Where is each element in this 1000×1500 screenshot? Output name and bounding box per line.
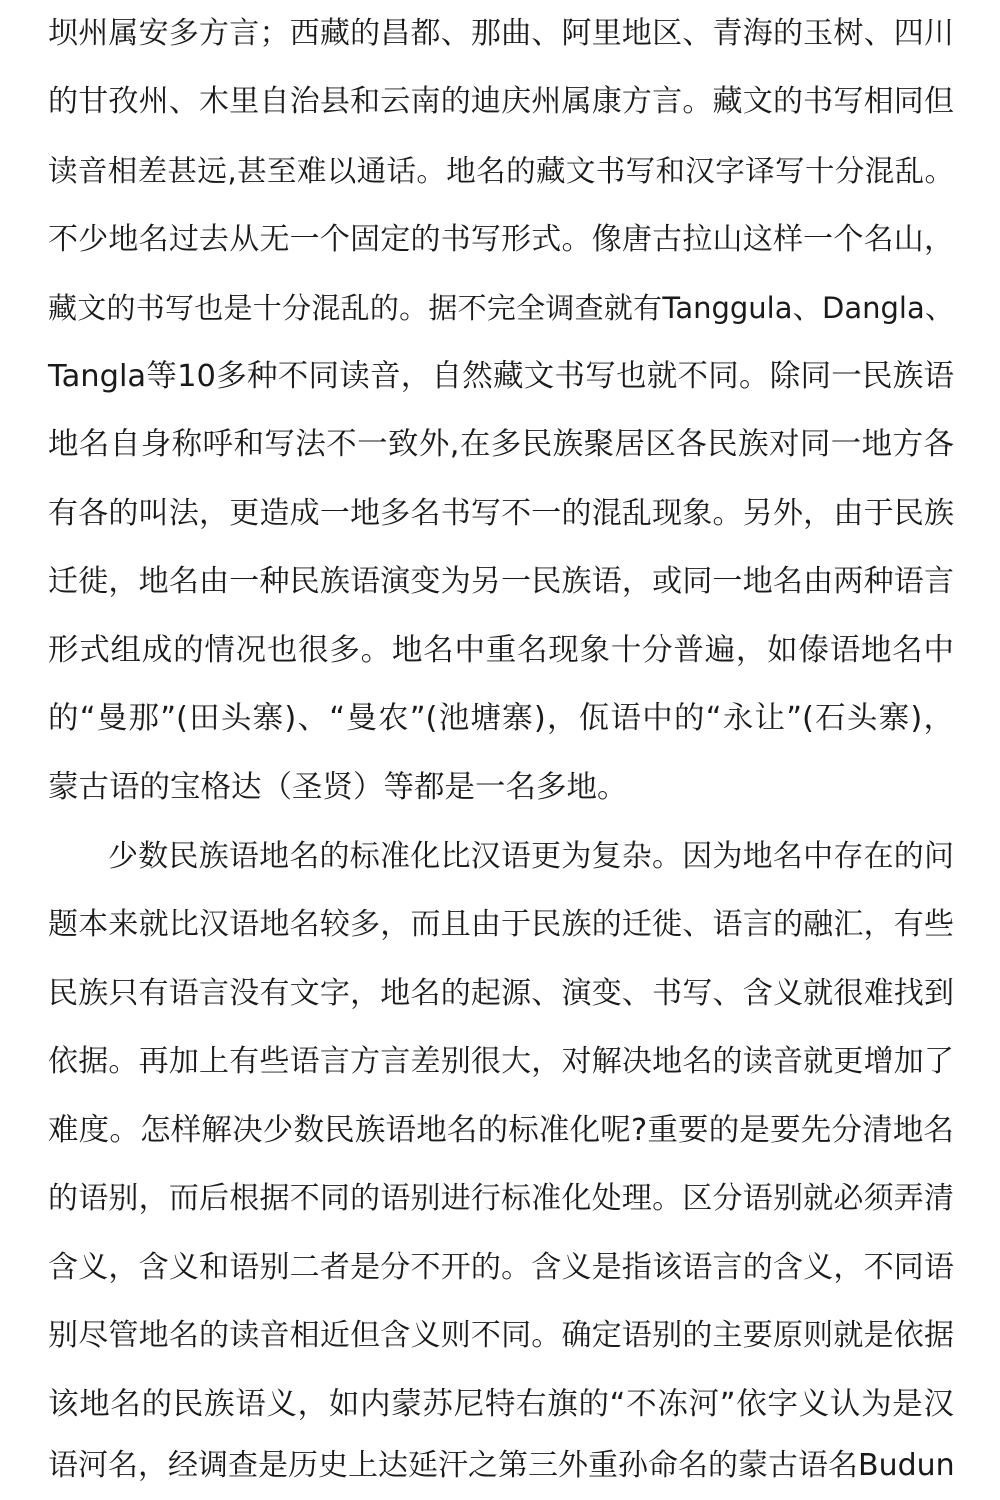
text-line: 含义，含义和语别二者是分不开的。含义是指该语言的含义，不同语: [48, 1250, 954, 1285]
text-line: 的甘孜州、木里自治县和云南的迪庆州属康方言。藏文的书写相同但: [48, 84, 954, 119]
text-line: 该地名的民族语义，如内蒙苏尼特右旗的“不冻河”依字义认为是汉: [48, 1387, 954, 1422]
text-line: Tangla等10多种不同读音，自然藏文书写也就不同。除同一民族语: [48, 359, 954, 394]
text-line: 不少地名过去从无一个固定的书写形式。像唐古拉山这样一个名山，: [48, 222, 954, 257]
text-line: 地名自身称呼和写法不一致外,在多民族聚居区各民族对同一地方各: [48, 427, 954, 462]
text-line: 别尽管地名的读音相近但含义则不同。确定语别的主要原则就是依据: [48, 1318, 954, 1353]
text-line: 读音相差甚远,甚至难以通话。地名的藏文书写和汉字译写十分混乱。: [48, 154, 954, 188]
text-line: 藏文的书写也是十分混乱的。据不完全调查就有Tanggula、Dangla、: [48, 291, 954, 325]
text-line: 难度。怎样解决少数民族语地名的标准化呢?重要的是要先分清地名: [48, 1113, 954, 1148]
text-line: 题本来就比汉语地名较多，而且由于民族的迁徙、语言的融汇，有些: [48, 907, 954, 942]
text-line: 的“曼那”(田头寨)、“曼农”(池塘寨)，佤语中的“永让”(石头寨)，: [48, 701, 954, 736]
text-line: 有各的叫法，更造成一地多名书写不一的混乱现象。另外，由于民族: [48, 496, 954, 531]
text-line: 语河名，经调查是历史上达延汗之第三外重孙命名的蒙古语名Budun: [48, 1448, 955, 1483]
text-line: 依据。再加上有些语言方言差别很大，对解决地名的读音就更增加了: [48, 1044, 954, 1079]
paragraph-last-line: 蒙古语的宝格达（圣贤）等都是一名多地。: [48, 770, 628, 805]
paragraph-first-line: 少数民族语地名的标准化比汉语更为复杂。因为地名中存在的问: [108, 839, 954, 874]
text-line: 坝州属安多方言；西藏的昌都、那曲、阿里地区、青海的玉树、四川: [48, 16, 954, 51]
text-line: 形式组成的情况也很多。地名中重名现象十分普遍，如傣语地名中: [48, 633, 954, 668]
text-line: 迁徙，地名由一种民族语演变为另一民族语，或同一地名由两种语言: [48, 564, 954, 599]
text-line: 民族只有语言没有文字，地名的起源、演变、书写、含义就很难找到: [48, 976, 954, 1011]
text-line: 的语别，而后根据不同的语别进行标准化处理。区分语别就必须弄清: [48, 1181, 954, 1216]
